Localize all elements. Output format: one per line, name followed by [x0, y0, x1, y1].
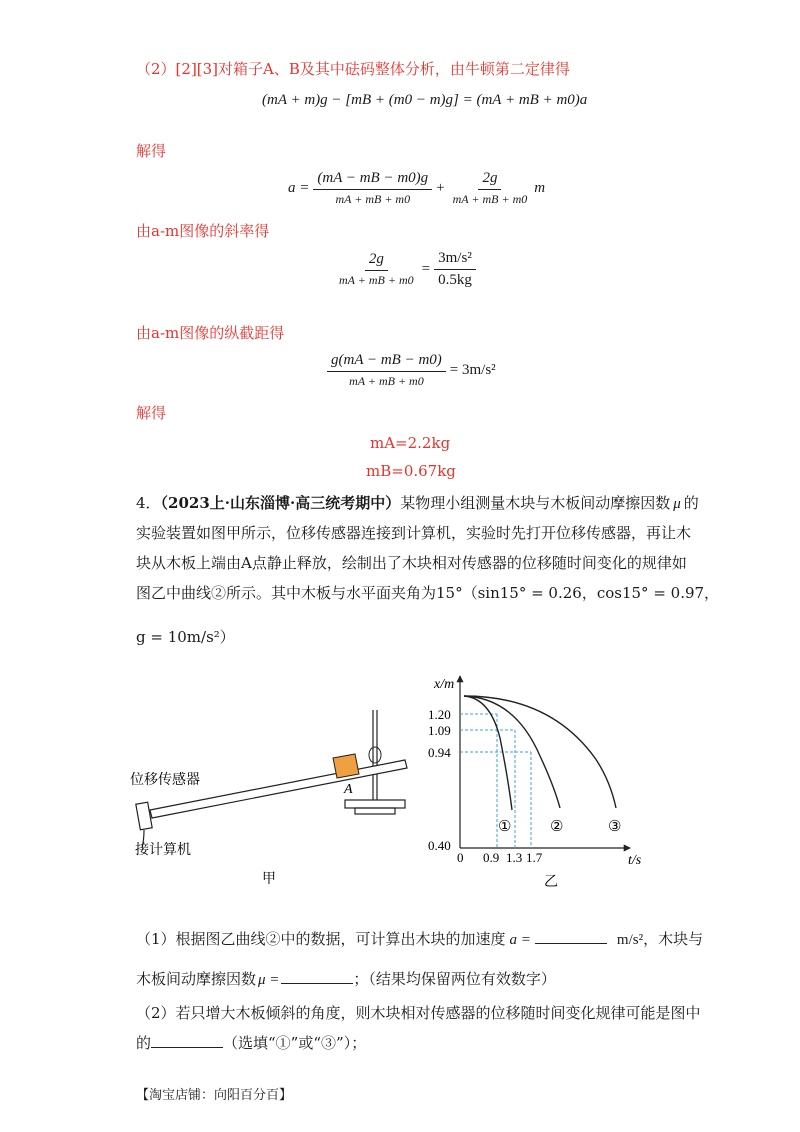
- curve-label-3: ③: [608, 819, 622, 835]
- equation-acceleration: [288, 170, 545, 207]
- eq3-right-numerator: 3m/s²: [434, 250, 476, 270]
- slope-text: 由a-m图像的斜率得: [136, 222, 270, 240]
- problem-line-2: 实验装置如图甲所示，位移传感器连接到计算机，实验时先打开位移传感器，再让木: [136, 524, 692, 542]
- wood-block: [333, 754, 359, 778]
- point-a-label: A: [344, 782, 353, 797]
- problem-source: （2023上·山东淄博·高三统考期中）: [160, 494, 401, 512]
- eq3-denominator: mA + mB + m0: [339, 273, 414, 287]
- eq3-equals: =: [421, 261, 431, 277]
- mu-symbol: μ: [673, 496, 681, 512]
- eq3-fraction-right: [434, 250, 476, 289]
- eq2-lhs: a =: [288, 180, 310, 196]
- figure-jia-caption: 甲: [262, 872, 276, 887]
- eq4-fraction: [327, 352, 446, 389]
- sensor-label: 位移传感器: [130, 773, 200, 788]
- problem-line-5: g = 10m/s²）: [136, 628, 235, 646]
- figure-yi-graph: [420, 668, 660, 890]
- answer-mB: mB=0.67kg: [366, 462, 456, 480]
- q1-mu-symbol: μ =: [258, 972, 280, 988]
- q2-text-c: （选填“①”或“③”）；: [223, 1034, 367, 1052]
- displacement-sensor: [136, 802, 152, 830]
- solve-label-1: 解得: [136, 142, 167, 160]
- eq2-fraction-2: [449, 170, 532, 207]
- q1-text-b: ，木块与: [643, 930, 704, 948]
- eq3-numerator: 2g: [365, 251, 388, 271]
- x-tick-0: 0: [457, 850, 464, 865]
- problem-line-4: 图乙中曲线②所示。其中木板与水平面夹角为15°（sin15° = 0.26，cos15° = 0.97，: [136, 584, 720, 602]
- eq2-numerator-1: (mA − mB − m0)g: [313, 170, 432, 190]
- x-tick-1.7: 1.7: [526, 850, 543, 865]
- eq4-denominator: mA + mB + m0: [349, 374, 424, 388]
- y-tick-0.40: 0.40: [428, 838, 451, 853]
- eq2-numerator-2: 2g: [478, 170, 501, 190]
- q2-text-b: 的: [136, 1034, 152, 1052]
- problem-line-3: 块从木板上端由A点静止释放，绘制出了木块相对传感器的位移随时间变化的规律如: [136, 554, 687, 572]
- step2-intro: （2）[2][3]对箱子A、B及其中砝码整体分析，由牛顿第二定律得: [136, 60, 570, 78]
- curve-label-1: ①: [498, 819, 512, 835]
- computer-label: 接计算机: [135, 843, 191, 858]
- q1-text-a: （1）根据图乙曲线②中的数据，可计算出木块的加速度: [136, 930, 506, 948]
- equation-slope: [335, 250, 476, 289]
- eq4-numerator: g(mA − mB − m0): [327, 352, 446, 372]
- q1-text-c: 木板间动摩擦因数: [136, 970, 257, 988]
- q1-a-symbol: a =: [509, 932, 531, 948]
- q1-unit: m/s²: [616, 932, 644, 948]
- footer-shop: 【淘宝店铺：向阳百分百】: [136, 1088, 293, 1103]
- x-tick-1.3: 1.3: [506, 850, 523, 865]
- x-axis-label: t/s: [628, 853, 642, 868]
- q1-text-d: ；（结果均保留两位有效数字）: [353, 970, 556, 988]
- y-axis-label: x/m: [434, 677, 455, 692]
- figure-jia-apparatus: [130, 700, 420, 890]
- figure-yi-caption: 乙: [544, 875, 558, 890]
- question-2-line-2: [136, 1032, 366, 1054]
- eq2-denominator-1: mA + mB + m0: [335, 192, 411, 206]
- curve-1: [464, 696, 512, 810]
- problem-line1-text: 某物理小组测量木块与木板间动摩擦因数: [400, 494, 671, 512]
- clamp: [369, 747, 381, 763]
- question-2-line-1: （2）若只增大木板倾斜的角度，则木块相对传感器的位移随时间变化规律可能是图中: [136, 1004, 701, 1022]
- dashed-guides: [460, 714, 531, 848]
- x-tick-0.9: 0.9: [483, 850, 500, 865]
- problem-line-1: [136, 492, 699, 515]
- y-tick-0.94: 0.94: [428, 745, 451, 760]
- q2-answer-blank[interactable]: [151, 1047, 223, 1048]
- problem-number: 4．: [136, 494, 161, 512]
- eq2-denominator-2: mA + mB + m0: [452, 192, 528, 206]
- problem-line1-end: 的: [683, 494, 699, 512]
- eq4-rhs: = 3m/s²: [449, 362, 496, 378]
- solve-label-2: 解得: [136, 404, 167, 422]
- q1-answer-blank-mu[interactable]: [281, 983, 353, 984]
- stand-base: [345, 800, 405, 808]
- eq2-plus: +: [436, 180, 445, 196]
- eq2-tail: m: [534, 180, 546, 196]
- equation-newton: (mA + m)g − [mB + (m0 − m)g] = (mA + mB + m0)a: [262, 92, 588, 108]
- intercept-text: 由a-m图像的纵截距得: [136, 324, 285, 342]
- question-1-line-2: [136, 968, 556, 991]
- equation-intercept: [327, 352, 496, 389]
- incline-board: [150, 760, 407, 818]
- y-tick-1.20: 1.20: [428, 707, 451, 722]
- q1-answer-blank-a[interactable]: [535, 943, 607, 944]
- answer-mA: mA=2.2kg: [370, 434, 451, 452]
- eq2-fraction-1: [313, 170, 432, 207]
- eq3-right-denominator: 0.5kg: [438, 272, 472, 288]
- question-1-line-1: [136, 928, 703, 951]
- y-tick-1.09: 1.09: [428, 723, 451, 738]
- eq3-fraction-left: [335, 251, 418, 288]
- stand-foot: [355, 808, 395, 814]
- curve-label-2: ②: [550, 819, 564, 835]
